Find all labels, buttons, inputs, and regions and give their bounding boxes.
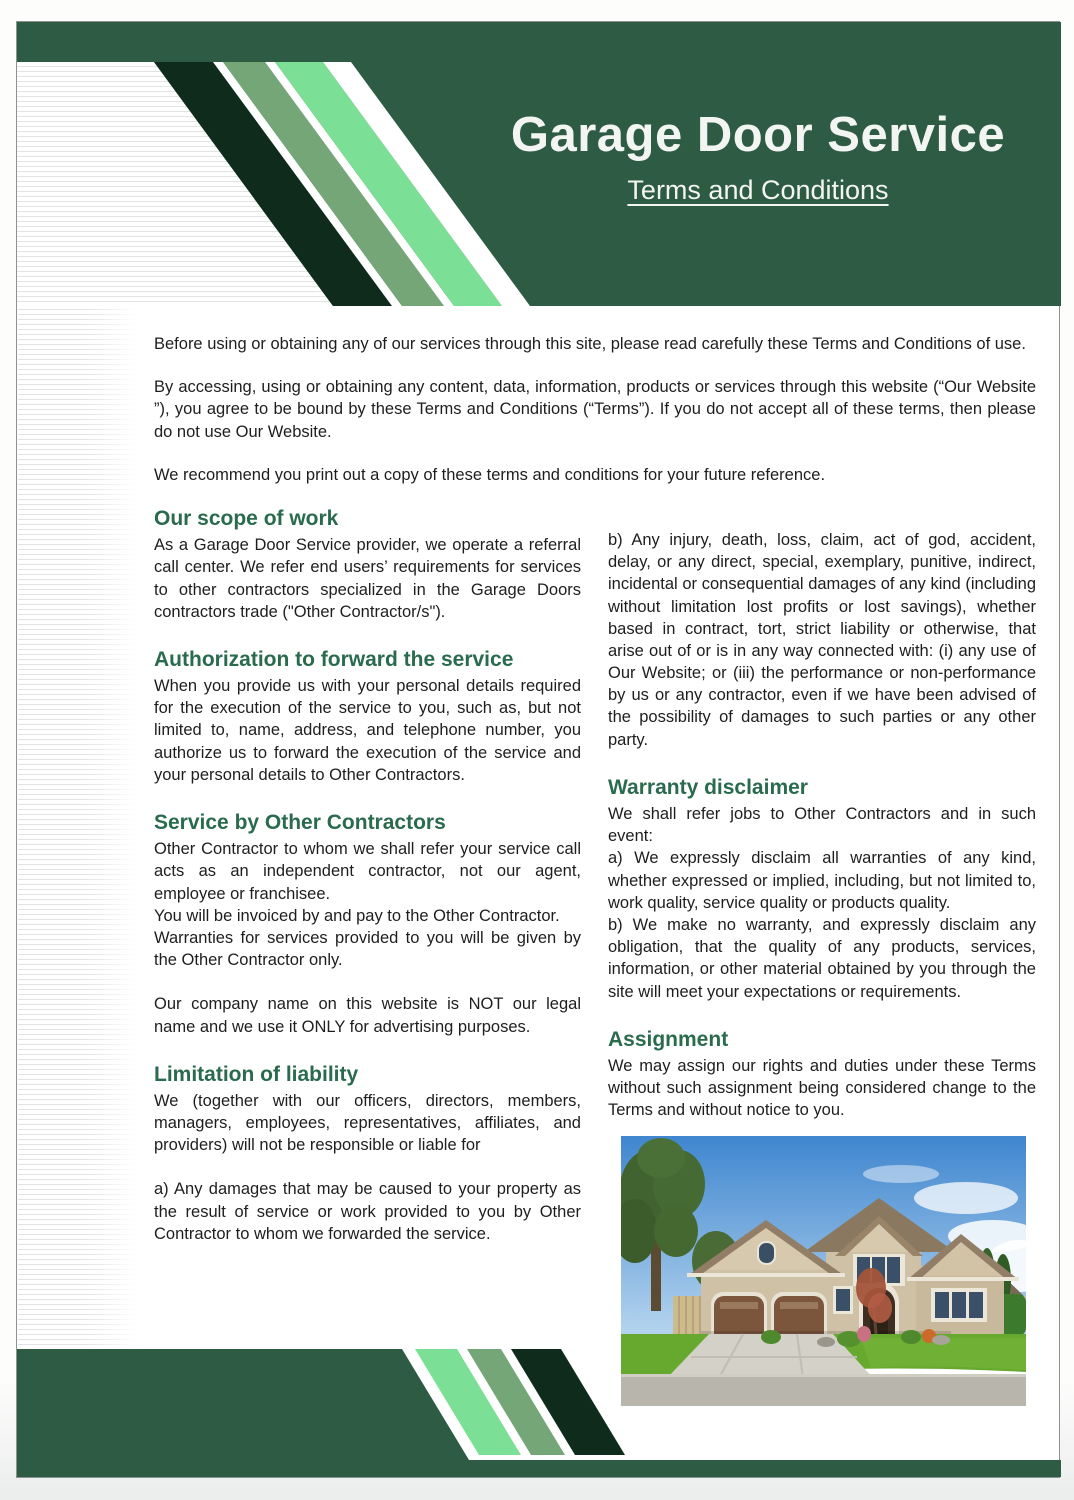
section-paragraph: Warranties for services provided to you will be given by the Other Contractor only. <box>154 928 581 970</box>
footer-diagonal-stripes <box>17 1349 1061 1477</box>
footer-band <box>17 1349 1061 1477</box>
document-page <box>16 21 1060 1478</box>
section-paragraph: You will be invoiced by and pay to the Other Contractor. <box>154 906 560 925</box>
section-heading-scope: Our scope of work <box>154 506 339 530</box>
page-subtitle: Terms and Conditions <box>627 175 889 206</box>
left-column <box>154 506 581 1407</box>
section-paragraph: b) Any injury, death, loss, claim, act of god, accident, delay, or any direct, special, exemplary, punitive, indirect, incidental or consequential damages of any kind (including without limitation lost profits or lost savings), whether based in contract, tort, strict liability or otherwise, that arise out of or is in any way connected with: (i) any use of Our Website; or (iii) the performance or non-performance by us or any contractor, even if we have been advised of the possibility of damages to such parties or any other party. <box>608 530 1036 749</box>
intro-paragraph: By accessing, using or obtaining any content, data, information, products or services through this website (“Our Website ”), you agree to be bound by these Terms and Conditions (“Terms”). If you do not accept all of these terms, then please do not use Our Website. <box>154 378 1036 441</box>
intro-paragraph: Before using or obtaining any of our services through this site, please read carefully these Terms and Conditions of use. <box>154 335 1026 353</box>
right-column <box>608 506 1036 1407</box>
header-band <box>17 22 1061 306</box>
section-heading-service-by-others: Service by Other Contractors <box>154 811 446 834</box>
section-heading-limitation: Limitation of liability <box>154 1062 359 1086</box>
page-title: Garage Door Service <box>510 108 1006 162</box>
section-heading-warranty: Warranty disclaimer <box>608 775 808 799</box>
section-paragraph: When you provide us with your personal details required for the execution of the service to you, such as, but not limited to, name, address, and telephone number, you authorize us to forward the execution of the service and your personal details to Other Contractors. <box>154 677 581 784</box>
section-paragraph: b) We make no warranty, and expressly disclaim any obligation, that the quality of any products, services, information, or other material obtained by you through the site will meet your expectations or requirements. <box>608 915 1036 1001</box>
section-paragraph: Our company name on this website is NOT our legal name and we use it ONLY for advertising purposes. <box>154 995 581 1036</box>
section-paragraph: a) Any damages that may be caused to your property as the result of service or work provided to you by Other Contractor to whom we forwarded the service. <box>154 1180 581 1243</box>
section-paragraph: We shall refer jobs to Other Contractors and in such event: <box>608 805 1036 846</box>
section-paragraph: We (together with our officers, directors, members, managers, employees, representatives, affiliates, and providers) will not be responsible or liable for <box>154 1091 581 1155</box>
terms-content <box>154 333 1036 1406</box>
intro-paragraph: We recommend you print out a copy of these terms and conditions for your future reference. <box>154 465 826 484</box>
section-paragraph: a) We expressly disclaim all warranties of any kind, whether expressed or implied, including, but not limited to, work quality, service quality or products quality. <box>608 849 1036 912</box>
section-heading-assignment: Assignment <box>608 1027 729 1051</box>
section-heading-authorization: Authorization to forward the service <box>154 647 514 671</box>
intro-block <box>154 333 1036 486</box>
section-paragraph: As a Garage Door Service provider, we operate a referral call center. We refer end users’ requirements for services to other contractors specialized in the Garage Doors contractors trade ("Other Contractor/s"). <box>154 536 581 621</box>
pinstripe-margin-decoration <box>18 305 140 1351</box>
section-paragraph: Other Contractor to whom we shall refer your service call acts as an independent contractor, not our agent, employee or franchisee. <box>154 840 581 903</box>
section-paragraph: We may assign our rights and duties under these Terms without such assignment being considered change to the Terms and without notice to you. <box>608 1056 1036 1120</box>
